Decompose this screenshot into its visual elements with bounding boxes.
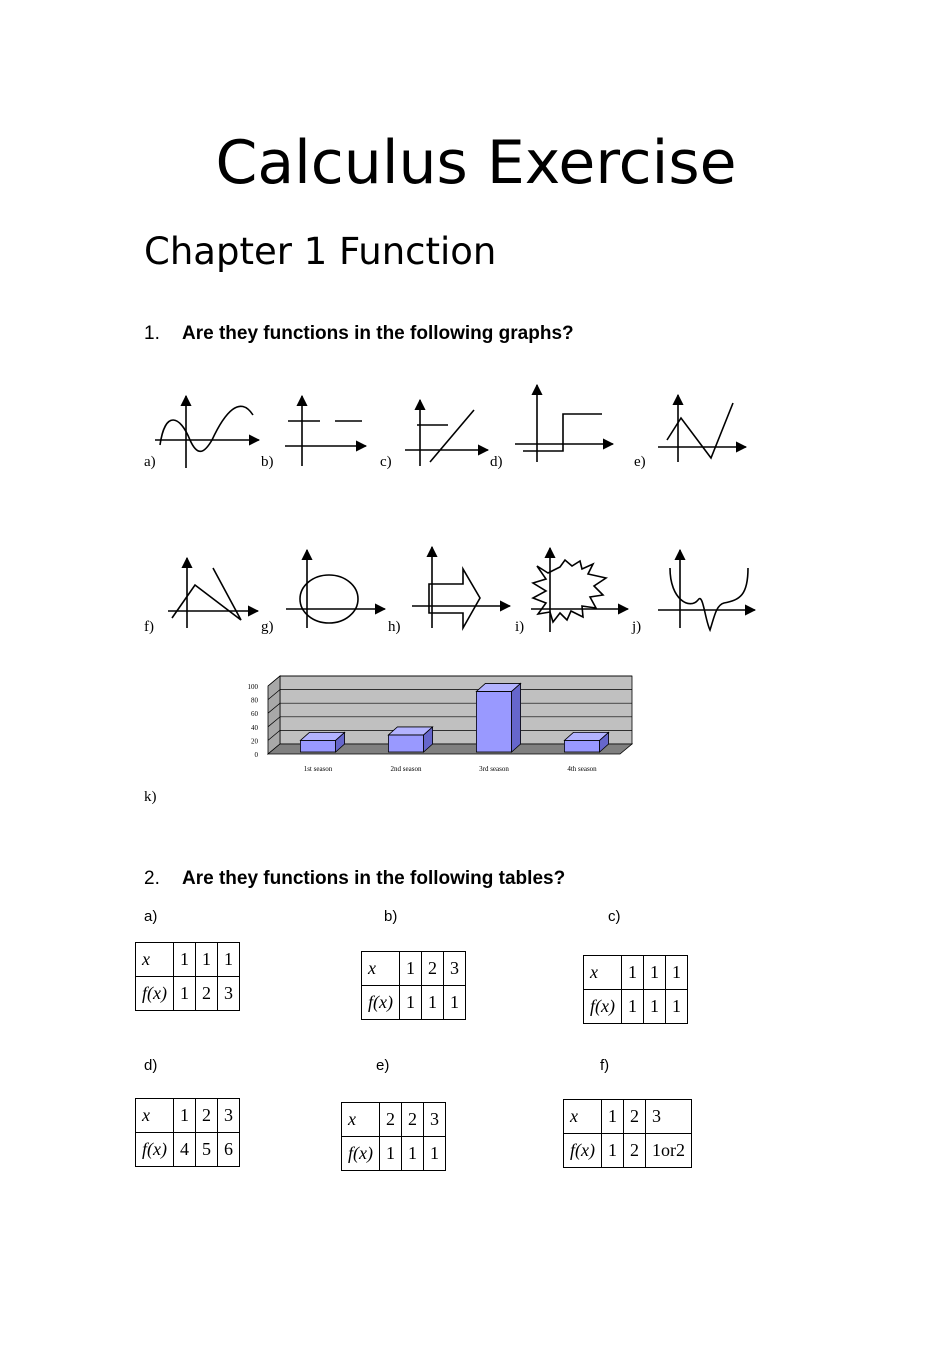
table-cell: 2 xyxy=(196,1099,218,1133)
table-label-e: e) xyxy=(376,1057,390,1074)
x-header: x xyxy=(362,952,400,986)
fx-header: f(x) xyxy=(342,1137,380,1171)
table-cell: 1 xyxy=(196,943,218,977)
table-cell: 1 xyxy=(422,986,444,1020)
table-row-x xyxy=(564,1100,692,1134)
graph-label-j: j) xyxy=(632,619,642,635)
graph-f-sketch xyxy=(168,558,258,628)
table-cell: 2 xyxy=(402,1103,424,1137)
table-cell: 3 xyxy=(646,1100,692,1134)
question-2-text: Are they functions in the following tables? xyxy=(182,868,566,889)
graph-j-sketch xyxy=(658,550,755,630)
graph-a-sketch xyxy=(155,396,259,468)
bar-side xyxy=(512,683,521,752)
bar-front xyxy=(476,691,511,752)
table-cell: 1 xyxy=(400,986,422,1020)
y-tick-label: 100 xyxy=(247,683,258,691)
graph-label-f: f) xyxy=(144,619,154,635)
x-header: x xyxy=(136,943,174,977)
table-cell: 1 xyxy=(218,943,240,977)
bar-front xyxy=(388,735,423,752)
table-cell: 1 xyxy=(644,956,666,990)
graph-label-a: a) xyxy=(144,454,156,470)
table-cell: 1 xyxy=(602,1134,624,1168)
table-cell: 1 xyxy=(644,990,666,1024)
table-cell: 1 xyxy=(622,990,644,1024)
table-row-fx xyxy=(362,986,466,1020)
table-cell: 1 xyxy=(174,977,196,1011)
table-cell: 6 xyxy=(218,1133,240,1167)
chart-side-wall xyxy=(268,676,280,754)
table-cell: 3 xyxy=(218,977,240,1011)
table-cell: 3 xyxy=(218,1099,240,1133)
y-tick-label: 80 xyxy=(251,696,258,705)
table-cell: 1 xyxy=(174,943,196,977)
chapter-heading: Chapter 1 Function xyxy=(144,230,497,273)
table-cell: 2 xyxy=(624,1100,646,1134)
table-label-d: d) xyxy=(144,1057,158,1074)
graph-e-sketch xyxy=(658,395,746,462)
question-1-number: 1. xyxy=(144,323,160,344)
function-table-f xyxy=(563,1099,692,1168)
x-header: x xyxy=(342,1103,380,1137)
fx-header: f(x) xyxy=(136,977,174,1011)
table-cell: 2 xyxy=(422,952,444,986)
table-row-x xyxy=(136,1099,240,1133)
fx-header: f(x) xyxy=(584,990,622,1024)
fx-header: f(x) xyxy=(362,986,400,1020)
table-cell: 1 xyxy=(400,952,422,986)
x-header: x xyxy=(136,1099,174,1133)
table-cell: 2 xyxy=(196,977,218,1011)
fx-header: f(x) xyxy=(564,1134,602,1168)
table-cell: 1 xyxy=(622,956,644,990)
graph-label-b: b) xyxy=(261,454,274,470)
function-table-d xyxy=(135,1098,240,1167)
table-row-x xyxy=(136,943,240,977)
y-tick-label: 20 xyxy=(251,737,258,746)
table-row-x xyxy=(362,952,466,986)
table-cell: 1 xyxy=(444,986,466,1020)
table-cell: 1 xyxy=(602,1100,624,1134)
function-table-a xyxy=(135,942,240,1011)
graph-b-sketch xyxy=(285,396,366,466)
bar-front xyxy=(300,740,335,752)
graph-label-d: d) xyxy=(490,454,503,470)
x-header: x xyxy=(564,1100,602,1134)
graph-d-sketch xyxy=(515,385,613,462)
table-cell: 5 xyxy=(196,1133,218,1167)
graph-c-sketch xyxy=(405,400,488,466)
table-cell: 1 xyxy=(424,1137,446,1171)
y-tick-label: 0 xyxy=(254,751,258,759)
table-row-fx xyxy=(564,1134,692,1168)
table-label-c: c) xyxy=(608,908,621,925)
graph-label-i: i) xyxy=(515,619,525,635)
bar-front xyxy=(564,740,599,752)
table-row-fx xyxy=(342,1137,446,1171)
graph-label-g: g) xyxy=(261,619,274,635)
table-row-fx xyxy=(136,1133,240,1167)
x-header: x xyxy=(584,956,622,990)
document-title: Calculus Exercise xyxy=(215,128,737,198)
graph-label-h: h) xyxy=(388,619,401,635)
graph-label-e: e) xyxy=(634,454,646,470)
bar-chart xyxy=(230,672,650,782)
function-table-b xyxy=(361,951,466,1020)
table-row-fx xyxy=(584,990,688,1024)
table-cell: 1 xyxy=(666,956,688,990)
x-tick-label: 2nd season xyxy=(390,765,422,773)
y-tick-label: 40 xyxy=(251,723,258,732)
table-cell: 1 xyxy=(380,1137,402,1171)
table-label-f: f) xyxy=(600,1057,610,1074)
x-tick-label: 3rd season xyxy=(479,765,509,773)
x-tick-label: 4th season xyxy=(567,765,597,773)
table-label-a: a) xyxy=(144,908,158,925)
table-cell: 1 xyxy=(402,1137,424,1171)
question-1-text: Are they functions in the following graphs? xyxy=(182,323,574,344)
table-cell: 2 xyxy=(380,1103,402,1137)
function-table-e xyxy=(341,1102,446,1171)
question-2-number: 2. xyxy=(144,868,160,889)
table-row-x xyxy=(342,1103,446,1137)
y-tick-label: 60 xyxy=(251,710,258,719)
graph-label-k: k) xyxy=(144,789,157,805)
graph-label-c: c) xyxy=(380,454,392,470)
table-cell: 1 xyxy=(666,990,688,1024)
table-cell: 4 xyxy=(174,1133,196,1167)
table-cell: 1 xyxy=(174,1099,196,1133)
fx-header: f(x) xyxy=(136,1133,174,1167)
table-label-b: b) xyxy=(384,908,398,925)
table-cell: 3 xyxy=(444,952,466,986)
table-row-x xyxy=(584,956,688,990)
graph-h-sketch xyxy=(412,547,510,628)
table-cell: 3 xyxy=(424,1103,446,1137)
table-cell: 1or2 xyxy=(646,1134,692,1168)
graph-g-sketch xyxy=(286,550,385,628)
question-2-heading xyxy=(144,868,565,890)
table-cell: 2 xyxy=(624,1134,646,1168)
graph-i-sketch xyxy=(531,548,628,632)
function-table-c xyxy=(583,955,688,1024)
table-row-fx xyxy=(136,977,240,1011)
x-tick-label: 1st season xyxy=(303,765,333,773)
